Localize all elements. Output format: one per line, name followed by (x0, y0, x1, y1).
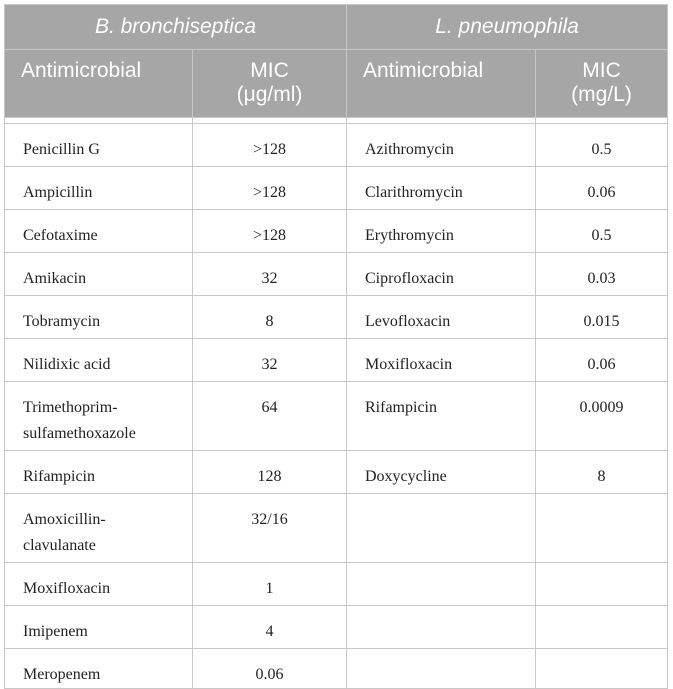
table-row (5, 124, 668, 167)
b-mic-cell: 4 (193, 606, 347, 649)
b-mic-cell: 64 (193, 382, 347, 451)
table-row (5, 649, 668, 689)
species-header-row (5, 5, 668, 50)
b-antimicrobial-cell (5, 649, 193, 689)
l-mic-cell: 0.5 (536, 210, 668, 253)
b-antimicrobial-cell (5, 494, 193, 563)
cell-text-line: Cefotaxime (23, 227, 98, 244)
b-antimicrobial-cell (5, 339, 193, 382)
b-mic-cell: 0.06 (193, 649, 347, 689)
cell-text-line: Amoxicillin- (23, 511, 106, 528)
b-antimicrobial-cell (5, 296, 193, 339)
l-mic-cell (536, 649, 668, 689)
cell-text-line: Levofloxacin (365, 313, 451, 330)
table-row (5, 339, 668, 382)
l-mic-cell: 0.5 (536, 124, 668, 167)
table-header (5, 5, 668, 118)
l-antimicrobial-cell (347, 253, 536, 296)
cell-text-line: clavulanate (23, 537, 96, 554)
mic-header-right-line1: MIC (582, 59, 621, 82)
l-antimicrobial-cell (347, 296, 536, 339)
cell-text-line: Meropenem (23, 666, 101, 683)
cell-text-line: Ciprofloxacin (365, 270, 454, 287)
b-mic-cell: 8 (193, 296, 347, 339)
mic-header-right-unit: (mg/L) (571, 83, 632, 106)
mic-header-left-unit: (μg/ml) (236, 83, 303, 106)
table-row (5, 563, 668, 606)
b-antimicrobial-cell (5, 124, 193, 167)
b-antimicrobial-cell (5, 253, 193, 296)
b-mic-cell: >128 (193, 124, 347, 167)
cell-text-line: Moxifloxacin (23, 580, 111, 597)
table-row (5, 382, 668, 451)
cell-text-line: Rifampicin (23, 468, 95, 485)
l-antimicrobial-cell (347, 606, 536, 649)
table-row (5, 210, 668, 253)
cell-text-line: Trimethoprim- (23, 399, 118, 416)
column-header-row (5, 50, 668, 118)
b-mic-cell: 1 (193, 563, 347, 606)
cell-text-line: Doxycycline (365, 468, 447, 485)
mic-header-left-line1: MIC (250, 59, 289, 82)
table-row (5, 167, 668, 210)
species-left-header: B. bronchiseptica (5, 5, 347, 50)
antimicrobial-header-right: Antimicrobial (347, 50, 536, 118)
l-antimicrobial-cell (347, 563, 536, 606)
table-row (5, 253, 668, 296)
l-antimicrobial-cell (347, 339, 536, 382)
table-row (5, 606, 668, 649)
b-antimicrobial-cell (5, 382, 193, 451)
b-mic-cell: 128 (193, 451, 347, 494)
cell-text-line: Azithromycin (365, 141, 454, 158)
l-mic-cell: 0.015 (536, 296, 668, 339)
cell-text-line: sulfamethoxazole (23, 425, 136, 442)
l-mic-cell: 0.06 (536, 339, 668, 382)
b-antimicrobial-cell (5, 210, 193, 253)
table-body (5, 118, 668, 689)
cell-text-line: Erythromycin (365, 227, 454, 244)
b-mic-cell: >128 (193, 210, 347, 253)
l-antimicrobial-cell (347, 649, 536, 689)
antimicrobial-header-left: Antimicrobial (5, 50, 193, 118)
b-mic-cell: >128 (193, 167, 347, 210)
cell-text-line: Nilidixic acid (23, 356, 111, 373)
table-row (5, 296, 668, 339)
l-antimicrobial-cell (347, 167, 536, 210)
b-antimicrobial-cell (5, 606, 193, 649)
b-mic-cell: 32/16 (193, 494, 347, 563)
mic-table (4, 4, 668, 689)
b-mic-cell: 32 (193, 339, 347, 382)
l-mic-cell: 0.06 (536, 167, 668, 210)
l-mic-cell (536, 563, 668, 606)
l-mic-cell (536, 606, 668, 649)
cell-text-line: Moxifloxacin (365, 356, 453, 373)
l-antimicrobial-cell (347, 494, 536, 563)
cell-text-line: Amikacin (23, 270, 87, 287)
l-antimicrobial-cell (347, 124, 536, 167)
cell-text-line: Tobramycin (23, 313, 101, 330)
cell-text-line: Ampicillin (23, 184, 93, 201)
l-mic-cell (536, 494, 668, 563)
table-row (5, 494, 668, 563)
l-mic-cell: 0.03 (536, 253, 668, 296)
l-antimicrobial-cell (347, 210, 536, 253)
mic-header-right (536, 50, 668, 118)
species-right-header: L. pneumophila (347, 5, 668, 50)
l-mic-cell: 8 (536, 451, 668, 494)
b-mic-cell: 32 (193, 253, 347, 296)
mic-header-left (193, 50, 347, 118)
b-antimicrobial-cell (5, 451, 193, 494)
b-antimicrobial-cell (5, 167, 193, 210)
cell-text-line: Clarithromycin (365, 184, 463, 201)
table-row (5, 451, 668, 494)
l-antimicrobial-cell (347, 382, 536, 451)
l-antimicrobial-cell (347, 451, 536, 494)
cell-text-line: Penicillin G (23, 141, 100, 158)
cell-text-line: Imipenem (23, 623, 88, 640)
cell-text-line: Rifampicin (365, 399, 437, 416)
b-antimicrobial-cell (5, 563, 193, 606)
l-mic-cell: 0.0009 (536, 382, 668, 451)
